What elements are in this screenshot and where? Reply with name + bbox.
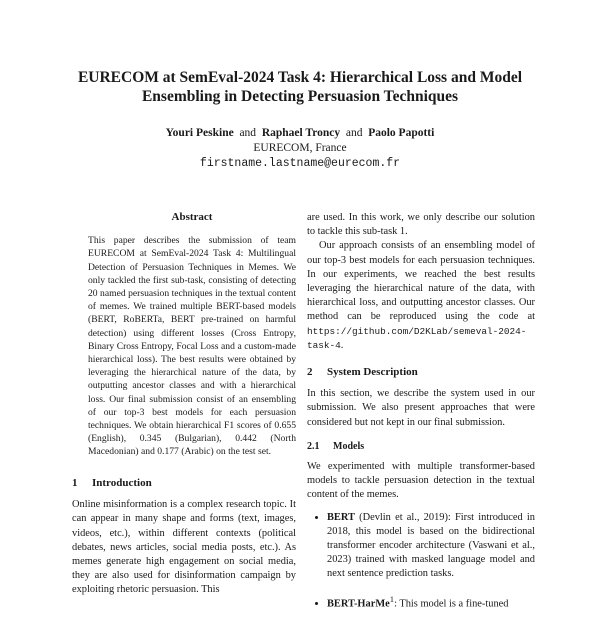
model-desc: (Devlin et al., 2019): First introduced in 2018, this model is based on the bidirectional transformer encoder architecture (Vaswani et al., 2023) trained with masked language model and next sentence prediction tasks. xyxy=(327,511,535,580)
model-name: BERT xyxy=(327,511,355,523)
right-column xyxy=(307,211,535,621)
abstract-section xyxy=(88,211,296,459)
footnote-marker: 1 xyxy=(389,593,395,604)
subsection-title: Models xyxy=(333,440,365,452)
author-block xyxy=(0,126,600,171)
model-desc: : This model is a fine-tuned xyxy=(394,598,509,610)
author-1: Youri Peskine xyxy=(165,127,234,139)
model-list xyxy=(307,511,535,612)
section-title: Introduction xyxy=(92,477,152,489)
abstract-text: This paper describes the submission of team EURECOM at SemEval-2024 Task 4: Multilingual Detection of Persuasion Techniques in Memes. We only tackled the first sub-task, consisting of detecting 20 named persuasion techniques in the textual content of memes. We trained multiple BERT-based models (BERT, RoBERTa, BERT pre-trained on harmful detection) using different losses (Cross Entropy, Binary Cross Entropy, Focal Loss and a custom-made hierarchical loss). The best results were obtained by leveraging the hierarchical nature of the data, by outputting ancestor classes and with a hierarchical loss. Our final submission consist of an ensembling of our top-3 best models for each persuasion techniques. We obtain hierarchical F1 scores of 0.655 (English), 0.345 (Bulgarian), 0.442 (North Macedonian) and 0.177 (Arabic) on the test set. xyxy=(88,235,296,458)
section-number: 2 xyxy=(307,366,313,379)
intro-heading xyxy=(72,476,296,490)
abstract-heading: Abstract xyxy=(171,211,213,223)
author-3: Paolo Papotti xyxy=(368,127,435,139)
title-line-1: EURECOM at SemEval-2024 Task 4: Hierarchical Loss and Model xyxy=(77,69,523,86)
section-2-text: In this section, we describe the system used in our submission. We also present approaches that were considered but not kept in our final submission. xyxy=(307,388,535,428)
para-2-end: . xyxy=(340,339,344,351)
section-title: System Description xyxy=(327,366,418,379)
introduction-section xyxy=(72,476,296,598)
section-2-heading xyxy=(307,365,535,379)
email: firstname.lastname@eurecom.fr xyxy=(199,157,401,170)
paper-title xyxy=(0,68,600,106)
author-2: Raphael Troncy xyxy=(261,127,341,139)
para-2 xyxy=(307,239,535,353)
author-sep: and xyxy=(239,127,257,139)
author-sep: and xyxy=(345,127,363,139)
model-name: BERT-HarMe xyxy=(327,598,390,610)
list-item xyxy=(327,592,535,612)
list-item xyxy=(327,511,535,582)
subsection-2-1-text: We experimented with multiple transformer-based models to tackle persuasion detection in the textual content of the memes. xyxy=(307,461,535,501)
affiliation: EURECOM, France xyxy=(253,142,347,154)
subsection-number: 2.1 xyxy=(307,440,320,452)
para-2-text: Our approach consists of an ensembling model of our top-3 best models for each persuasion techniques. In our experiments, we reached the best results leveraging the hierarchical nature of the data, with hierarchical loss, and outputting ancestor classes. Our method can be reproduced using the code at xyxy=(307,240,535,323)
subsection-2-1-heading xyxy=(307,440,535,454)
title-line-2: Ensembling in Detecting Persuasion Techniques xyxy=(141,88,459,105)
section-number: 1 xyxy=(72,477,78,489)
code-link[interactable]: https://github.com/D2KLab/semeval-2024-task-4 xyxy=(307,325,527,351)
intro-text: Online misinformation is a complex research topic. It can appear in many shape and forms (text, images, videos, etc.), within different contexts (political debates, news articles, social media posts, etc.). As memes generate high engagement on social media, they are also used for disinformation campaign by exploiting rhetoric persuasion. This xyxy=(72,499,296,596)
para-1: are used. In this work, we only describe our solution to tackle this sub-task 1. xyxy=(307,212,535,238)
